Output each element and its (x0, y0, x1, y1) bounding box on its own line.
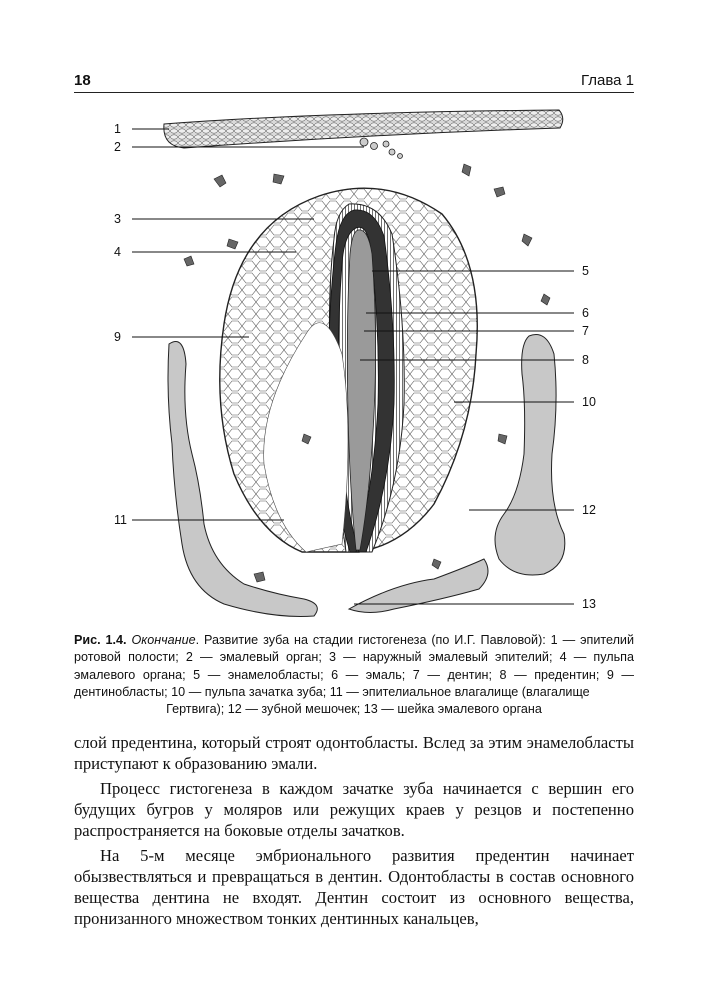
fig-label-2: 2 (114, 140, 121, 154)
dental-sac (495, 334, 565, 575)
caption-figure-id: Рис. 1.4. (74, 633, 127, 647)
caption-text: . Развитие зуба на стадии гистогенеза (по И.Г. Павловой): 1 — эпителий ротовой полости; 2 — эмалевый орган; 3 — наружный эмалевый эпителий; 4 — пульпа эмалевого органа; 5 — энамелобласты; 6 — эмаль; 7 — дентин; 8 — предентин; 9 — дентинобласты; 10 — пульпа зачатка зуба; 11 — эпителиальное влагалище (влагалище (74, 633, 634, 699)
fig-label-10: 10 (582, 395, 596, 409)
running-header (74, 70, 634, 93)
page-number: 18 (74, 72, 91, 89)
chapter-title: Глава 1 (580, 72, 634, 89)
caption-continuation: Окончание (131, 633, 196, 647)
fig-label-5: 5 (582, 264, 589, 278)
fig-label-3: 3 (114, 212, 121, 226)
enamel-organ-remnants (360, 138, 403, 159)
fig-label-7: 7 (582, 324, 589, 338)
fig-label-13: 13 (582, 597, 596, 611)
paragraph-3: На 5-м месяце эмбрионального развития предентин начинает обызвествляться и превращаться в дентин. Одонтобласты в состав основного вещества дентина не входят. Дентин состоит из основного вещества, пронизанного множеством тонких дентинных канальцев, (74, 846, 634, 928)
caption-text-end: Гертвига); 12 — зубной мешочек; 13 — шейка эмалевого органа (166, 702, 542, 717)
body-text (74, 732, 634, 929)
tooth-histogenesis-figure (74, 104, 634, 624)
fig-label-9: 9 (114, 330, 121, 344)
paragraph-2: Процесс гистогенеза в каждом зачатке зуба начинается с вершин его будущих бугров у моляров или режущих краев у резцов и постепенно распространяется на боковые отделы зачатков. (74, 779, 634, 840)
fig-label-6: 6 (582, 306, 589, 320)
fig-label-11: 11 (114, 513, 127, 527)
figure-caption (74, 632, 634, 718)
fig-label-12: 12 (582, 503, 596, 517)
paragraph-1: слой предентина, который строят одонтобласты. Вслед за этим энамелобласты приступают к образованию эмали. (74, 733, 634, 773)
fig-label-1: 1 (114, 122, 121, 136)
enamel-organ-neck (349, 559, 488, 613)
fig-label-4: 4 (114, 245, 121, 259)
fig-label-8: 8 (582, 353, 589, 367)
